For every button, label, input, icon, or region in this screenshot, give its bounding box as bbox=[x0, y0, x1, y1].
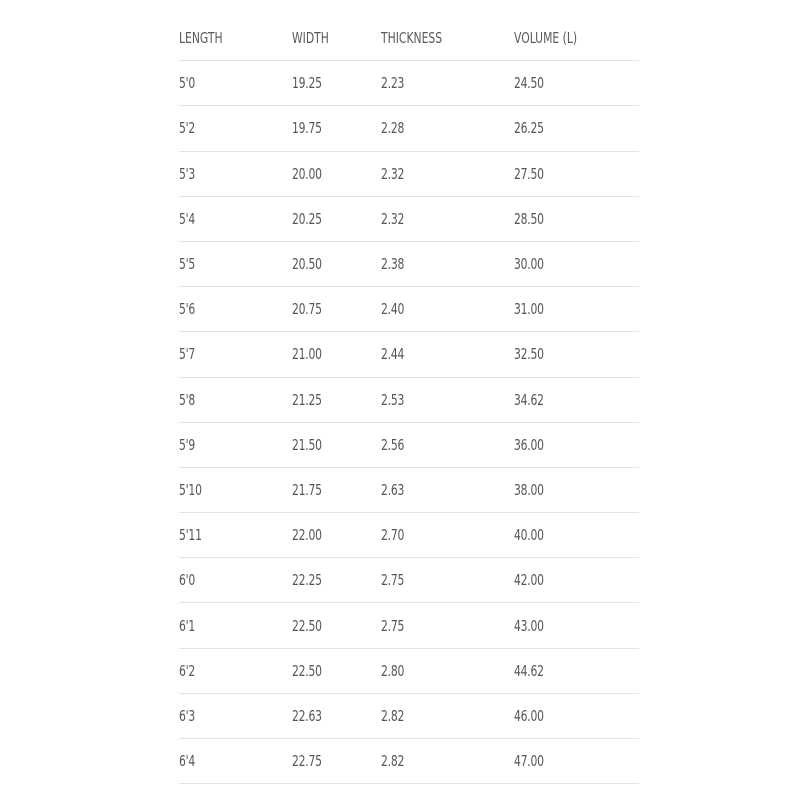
length-cell: 5'4 bbox=[179, 209, 196, 228]
volume-cell: 26.25 bbox=[514, 119, 544, 138]
length-cell: 6'0 bbox=[179, 571, 196, 590]
width-cell: 22.00 bbox=[292, 526, 322, 545]
volume-cell: 43.00 bbox=[514, 616, 544, 635]
thickness-cell: 2.32 bbox=[381, 164, 405, 183]
length-cell: 5'3 bbox=[179, 164, 196, 183]
length-cell: 5'5 bbox=[179, 255, 196, 274]
thickness-cell: 2.75 bbox=[381, 571, 405, 590]
volume-cell: 36.00 bbox=[514, 435, 544, 454]
size-chart-table bbox=[179, 16, 639, 784]
header-thickness: THICKNESS bbox=[381, 29, 443, 48]
thickness-cell: 2.28 bbox=[381, 119, 405, 138]
length-cell: 5'2 bbox=[179, 119, 196, 138]
width-cell: 22.63 bbox=[292, 706, 322, 725]
length-cell: 6'4 bbox=[179, 752, 196, 771]
header-width: WIDTH bbox=[292, 29, 329, 48]
header-length: LENGTH bbox=[179, 29, 223, 48]
table-row bbox=[179, 197, 639, 242]
thickness-cell: 2.80 bbox=[381, 661, 405, 680]
length-cell: 6'2 bbox=[179, 661, 196, 680]
thickness-cell: 2.38 bbox=[381, 255, 405, 274]
table-row bbox=[179, 513, 639, 558]
table-row bbox=[179, 332, 639, 377]
width-cell: 22.75 bbox=[292, 752, 322, 771]
table-row bbox=[179, 603, 639, 648]
volume-cell: 27.50 bbox=[514, 164, 544, 183]
table-row bbox=[179, 61, 639, 106]
volume-cell: 31.00 bbox=[514, 300, 544, 319]
thickness-cell: 2.40 bbox=[381, 300, 405, 319]
length-cell: 6'1 bbox=[179, 616, 196, 635]
width-cell: 22.25 bbox=[292, 571, 322, 590]
table-row bbox=[179, 468, 639, 513]
table-row bbox=[179, 378, 639, 423]
table-row bbox=[179, 694, 639, 739]
table-body bbox=[179, 61, 639, 784]
volume-cell: 42.00 bbox=[514, 571, 544, 590]
length-cell: 5'7 bbox=[179, 345, 196, 364]
thickness-cell: 2.53 bbox=[381, 390, 405, 409]
table-row bbox=[179, 152, 639, 197]
volume-cell: 32.50 bbox=[514, 345, 544, 364]
width-cell: 20.50 bbox=[292, 255, 322, 274]
volume-cell: 28.50 bbox=[514, 209, 544, 228]
volume-cell: 44.62 bbox=[514, 661, 544, 680]
length-cell: 5'10 bbox=[179, 480, 202, 499]
thickness-cell: 2.82 bbox=[381, 752, 405, 771]
volume-cell: 24.50 bbox=[514, 74, 544, 93]
length-cell: 5'11 bbox=[179, 526, 202, 545]
width-cell: 21.00 bbox=[292, 345, 322, 364]
thickness-cell: 2.75 bbox=[381, 616, 405, 635]
table-row bbox=[179, 106, 639, 151]
length-cell: 5'8 bbox=[179, 390, 196, 409]
thickness-cell: 2.82 bbox=[381, 706, 405, 725]
width-cell: 21.75 bbox=[292, 480, 322, 499]
table-row bbox=[179, 739, 639, 784]
width-cell: 20.75 bbox=[292, 300, 322, 319]
table-row bbox=[179, 558, 639, 603]
header-volume: VOLUME (L) bbox=[514, 29, 578, 48]
width-cell: 21.25 bbox=[292, 390, 322, 409]
length-cell: 5'6 bbox=[179, 300, 196, 319]
table-row bbox=[179, 242, 639, 287]
thickness-cell: 2.23 bbox=[381, 74, 405, 93]
length-cell: 5'0 bbox=[179, 74, 196, 93]
width-cell: 19.25 bbox=[292, 74, 322, 93]
width-cell: 19.75 bbox=[292, 119, 322, 138]
width-cell: 20.25 bbox=[292, 209, 322, 228]
width-cell: 21.50 bbox=[292, 435, 322, 454]
volume-cell: 47.00 bbox=[514, 752, 544, 771]
volume-cell: 40.00 bbox=[514, 526, 544, 545]
volume-cell: 46.00 bbox=[514, 706, 544, 725]
width-cell: 20.00 bbox=[292, 164, 322, 183]
thickness-cell: 2.44 bbox=[381, 345, 405, 364]
volume-cell: 38.00 bbox=[514, 480, 544, 499]
length-cell: 6'3 bbox=[179, 706, 196, 725]
thickness-cell: 2.70 bbox=[381, 526, 405, 545]
width-cell: 22.50 bbox=[292, 616, 322, 635]
thickness-cell: 2.63 bbox=[381, 480, 405, 499]
thickness-cell: 2.56 bbox=[381, 435, 405, 454]
width-cell: 22.50 bbox=[292, 661, 322, 680]
volume-cell: 30.00 bbox=[514, 255, 544, 274]
table-row bbox=[179, 423, 639, 468]
thickness-cell: 2.32 bbox=[381, 209, 405, 228]
table-row bbox=[179, 649, 639, 694]
volume-cell: 34.62 bbox=[514, 390, 544, 409]
table-row bbox=[179, 287, 639, 332]
length-cell: 5'9 bbox=[179, 435, 196, 454]
table-header-row bbox=[179, 16, 639, 61]
